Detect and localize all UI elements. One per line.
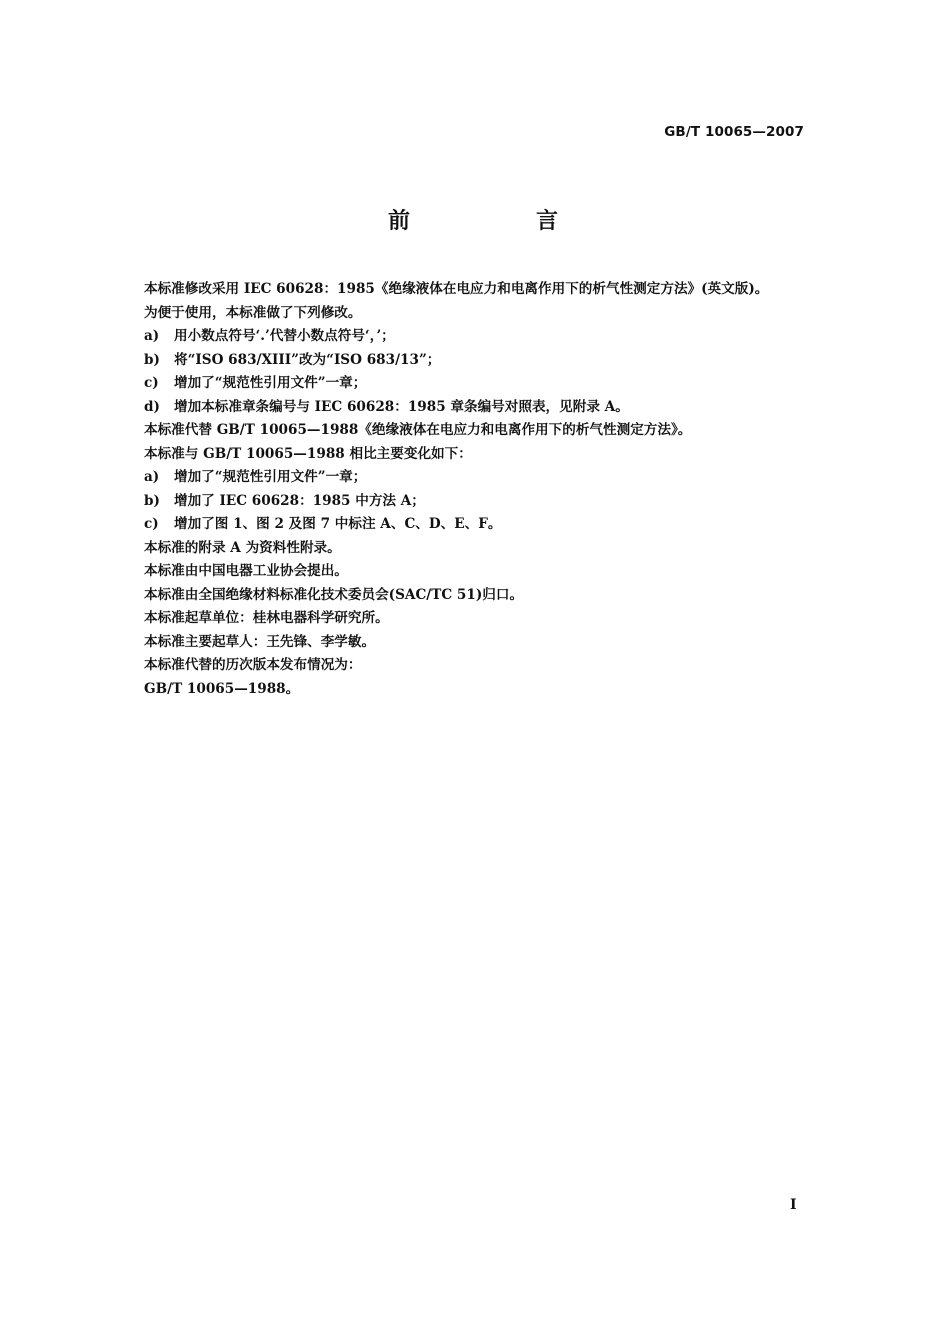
paragraph-proposer: 本标准由中国电器工业协会提出。: [144, 563, 348, 579]
list-item-label: c): [144, 375, 159, 391]
list-item-text: 增加本标准章条编号与 IEC 60628：1985 章条编号对照表，见附录 A。: [174, 398, 629, 415]
list-item-text: 增加了“规范性引用文件”一章；: [174, 469, 367, 485]
paragraph-annex: 本标准的附录 A 为资料性附录。: [144, 539, 341, 556]
paragraph-drafters: 本标准主要起草人：王先锋、李学敏。: [144, 633, 376, 650]
list-item-text: 增加了图 1、图 2 及图 7 中标注 A、C、D、E、F。: [174, 516, 502, 532]
paragraph-history-version: GB/T 10065—1988。: [144, 680, 300, 697]
paragraph-committee: 本标准由全国绝缘材料标准化技术委员会(SAC/TC 51)归口。: [144, 586, 524, 603]
standard-code: GB/T 10065—2007: [664, 124, 804, 140]
page-number: I: [790, 1197, 797, 1213]
list-item-label: c): [144, 516, 159, 532]
list-item-label: b): [144, 351, 160, 368]
paragraph-modifications-intro: 为便于使用，本标准做了下列修改。: [144, 304, 362, 321]
paragraph-drafting-unit: 本标准起草单位：桂林电器科学研究所。: [144, 610, 389, 626]
paragraph-adoption: 本标准修改采用 IEC 60628：1985《绝缘液体在电应力和电离作用下的析气性测定方法》(英文版)。: [144, 281, 769, 297]
list-item-text: 增加了 IEC 60628：1985 中方法 A；: [174, 492, 425, 509]
list-item-text: 增加了“规范性引用文件”一章；: [174, 375, 367, 391]
list-item-text: 将“ISO 683/XIII”改为“ISO 683/13”；: [174, 351, 441, 368]
list-item-label: d): [144, 398, 160, 415]
list-item-label: b): [144, 492, 160, 509]
list-item-label: a): [144, 469, 160, 485]
paragraph-changes-intro: 本标准与 GB/T 10065—1988 相比主要变化如下：: [144, 445, 472, 462]
list-item-text: 用小数点符号‘.’代替小数点符号‘，’；: [174, 328, 395, 344]
list-item: [144, 513, 824, 537]
list-item: [144, 466, 824, 490]
list-item: [144, 349, 824, 373]
list-item-label: a): [144, 328, 160, 344]
paragraph-history-intro: 本标准代替的历次版本发布情况为：: [144, 657, 362, 673]
foreword-body: [144, 278, 824, 701]
list-item: [144, 372, 824, 396]
list-item: [144, 490, 824, 514]
paragraph-replaces: 本标准代替 GB/T 10065—1988《绝缘液体在电应力和电离作用下的析气性测定方法》。: [144, 422, 692, 438]
page-title: 前 言: [387, 209, 610, 234]
list-item: [144, 325, 824, 349]
list-item: [144, 396, 824, 420]
